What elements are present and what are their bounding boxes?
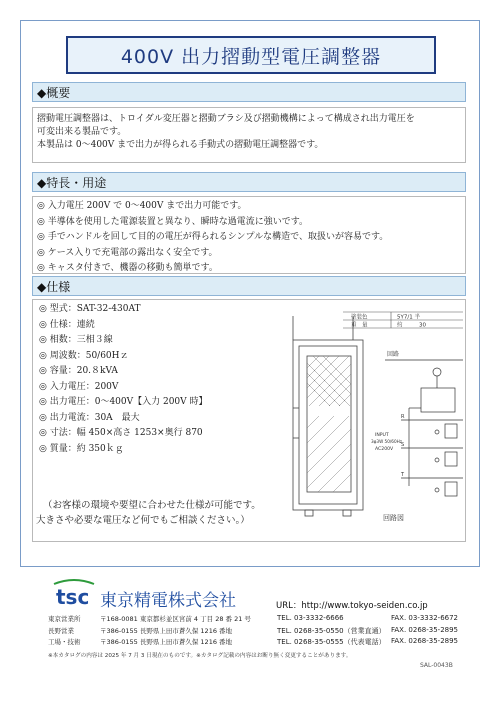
table-cell: 重 量 <box>351 322 368 329</box>
technical-drawing <box>271 308 463 522</box>
office-fax: FAX. 0268-35-2895 <box>391 637 459 645</box>
spec-item: ◎ 型式：SAT-32-430AT <box>39 304 141 314</box>
table-cell: 5Y7/1 半 <box>397 314 420 321</box>
terminal-s-label: S <box>401 442 405 448</box>
disclaimer: ※本カタログの内容は 2025 年 7 月 3 日現在のものです。※カタログ記載の内容はお断り無く変更することがあります。 <box>48 653 352 659</box>
company-name: 東京精電株式会社 <box>100 591 236 611</box>
company-url[interactable]: URL：http://www.tokyo-seiden.co.jp <box>276 601 428 611</box>
spec-item: ◎ 容量：20.８kVA <box>39 366 118 376</box>
office-fax: FAX. 03-3332-6672 <box>391 614 459 622</box>
page-title-box <box>66 36 436 74</box>
feature-item: ◎ 半導体を使用した電源装置と異なり、瞬時な過電流に強いです。 <box>37 216 308 227</box>
feature-item: ◎ ケース入りで充電部の露出なく安全です。 <box>37 247 218 258</box>
company-footer <box>0 570 500 707</box>
circuit-diagram <box>385 360 463 496</box>
features-heading: ◆特長・用途 <box>32 172 466 192</box>
overview-line: 本製品は 0～400V まで出力が得られる手動式の摺動電圧調整器です。 <box>37 140 324 150</box>
office-name: 東京営業所 <box>48 615 81 623</box>
circuit-caption: 回路図 <box>383 514 404 522</box>
terminal-t-label: T <box>401 472 405 478</box>
office-address: 〒386-0155 長野県上田市蒼久保 1216 番地 <box>100 627 233 635</box>
input-label: INPUT <box>375 433 389 438</box>
overview-heading: ◆概要 <box>32 82 466 102</box>
note-line: 大きさや必要な電圧など何でもご相談ください。） <box>36 515 250 526</box>
overview-body <box>32 107 466 163</box>
office-fax: FAX. 0268-35-2895 <box>391 626 459 634</box>
spec-item: ◎ 周波数：50/60Hｚ <box>39 350 129 361</box>
features-body <box>32 196 466 274</box>
spec-item: ◎ 出力電圧：0～400V【入力 200V 時】 <box>39 397 208 407</box>
office-tel: TEL. 0268-35-0555（代表電話） <box>277 638 386 646</box>
cabinet-outline <box>293 316 363 516</box>
feature-item: ◎ 入力電圧 200V で 0～400V まで出力可能です。 <box>37 201 247 211</box>
logo-text: tsc <box>56 585 90 608</box>
circuit-heading: 回路 <box>387 351 400 358</box>
drawing-table <box>343 312 463 329</box>
office-address: 〒168-0081 東京都杉並区宮前 4 丁目 28 番 21 号 <box>100 615 251 623</box>
document-code: SAL-0043B <box>420 662 453 669</box>
spec-item: ◎ 出力電流：30A 最大 <box>39 412 140 423</box>
spec-item: ◎ 仕様：連続 <box>39 319 95 330</box>
spec-item: ◎ 寸法：幅 450×高さ 1253×奥行 870 <box>39 428 203 438</box>
spec-item: ◎ 入力電圧：200V <box>39 381 119 392</box>
office-name: 工場・技術 <box>48 638 81 646</box>
tsc-logo-icon <box>52 578 96 608</box>
overview-line: 摺動電圧調整器は、トロイダル変圧器と摺動ブラシ及び摺動機構によって構成され出力電圧を <box>37 114 415 124</box>
office-address: 〒386-0155 長野県上田市蒼久保 1216 番地 <box>100 638 233 646</box>
office-tel: TEL. 03-3332-6666 <box>277 614 344 622</box>
company-logo <box>52 578 96 608</box>
overview-line: 可変出来る製品です。 <box>37 127 127 137</box>
office-tel: TEL. 0268-35-0550（営業直通） <box>277 627 386 635</box>
table-cell: 塗装色 <box>351 314 368 321</box>
feature-item: ◎ キャスタ付きで、機器の移動も簡単です。 <box>37 263 218 273</box>
note-line: （お客様の環境や要望に合わせた仕様が可能です。 <box>43 500 261 511</box>
specs-body <box>32 299 466 542</box>
page-title: 400V 出力摺動型電圧調整器 <box>120 45 382 68</box>
specs-heading: ◆仕様 <box>32 276 466 296</box>
office-name: 長野営業 <box>48 627 74 635</box>
input-label: 3φ3W 50/60Hz <box>371 439 402 444</box>
terminal-r-label: R <box>401 414 405 420</box>
input-label: AC200V <box>375 447 394 452</box>
feature-item: ◎ 手でハンドルを回して目的の電圧が得られるシンプルな構造で、取扱いが容易です。 <box>37 232 389 242</box>
cabinet-hatch <box>307 356 351 492</box>
spec-item: ◎ 相数：三相３線 <box>39 335 113 345</box>
spec-item: ◎ 質量：約 350ｋｇ <box>39 443 124 454</box>
table-cell: 約 30 <box>397 322 426 329</box>
